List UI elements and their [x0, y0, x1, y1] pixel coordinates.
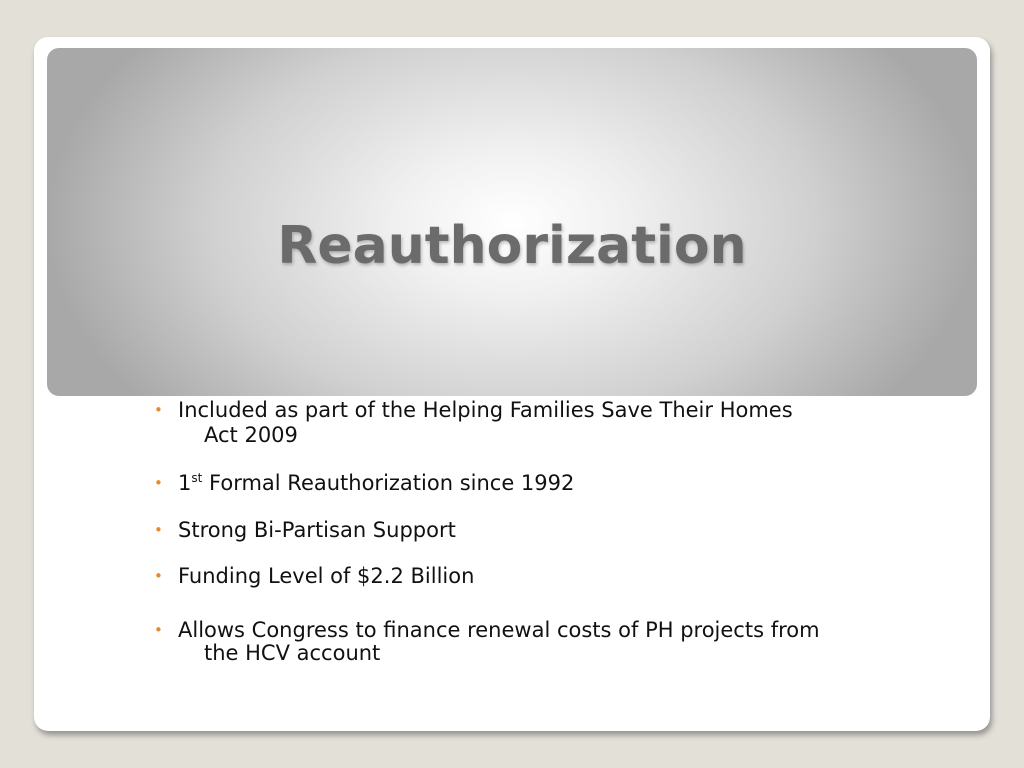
bullet-text: Strong Bi-Partisan Support	[178, 518, 456, 542]
bullet-text: Formal Reauthorization since 1992	[202, 471, 575, 495]
bullet-marker-icon: •	[154, 401, 163, 419]
bullet-item	[154, 398, 793, 448]
bullet-marker-icon: •	[154, 567, 163, 585]
title-panel	[47, 48, 977, 396]
bullet-text: Included as part of the Helping Families Save Their Homes	[178, 398, 793, 422]
bullet-marker-icon: •	[154, 521, 163, 539]
bullet-ordinal-suffix: st	[191, 471, 203, 485]
bullet-text: Funding Level of $2.2 Billion	[178, 564, 475, 588]
bullet-marker-icon: •	[154, 621, 163, 639]
bullet-item	[154, 619, 820, 665]
bullet-marker-icon: •	[154, 474, 163, 492]
slide-title: Reauthorization	[277, 216, 747, 276]
bullet-item	[154, 471, 574, 496]
bullet-ordinal: 1	[178, 471, 192, 495]
bullet-text: Allows Congress to finance renewal costs of PH projects from	[178, 618, 820, 642]
slide	[34, 37, 990, 731]
bullet-text-continued: the HCV account	[204, 641, 381, 665]
bullet-item	[154, 518, 456, 543]
bullet-text-continued: Act 2009	[204, 423, 298, 447]
bullet-item	[154, 564, 474, 589]
